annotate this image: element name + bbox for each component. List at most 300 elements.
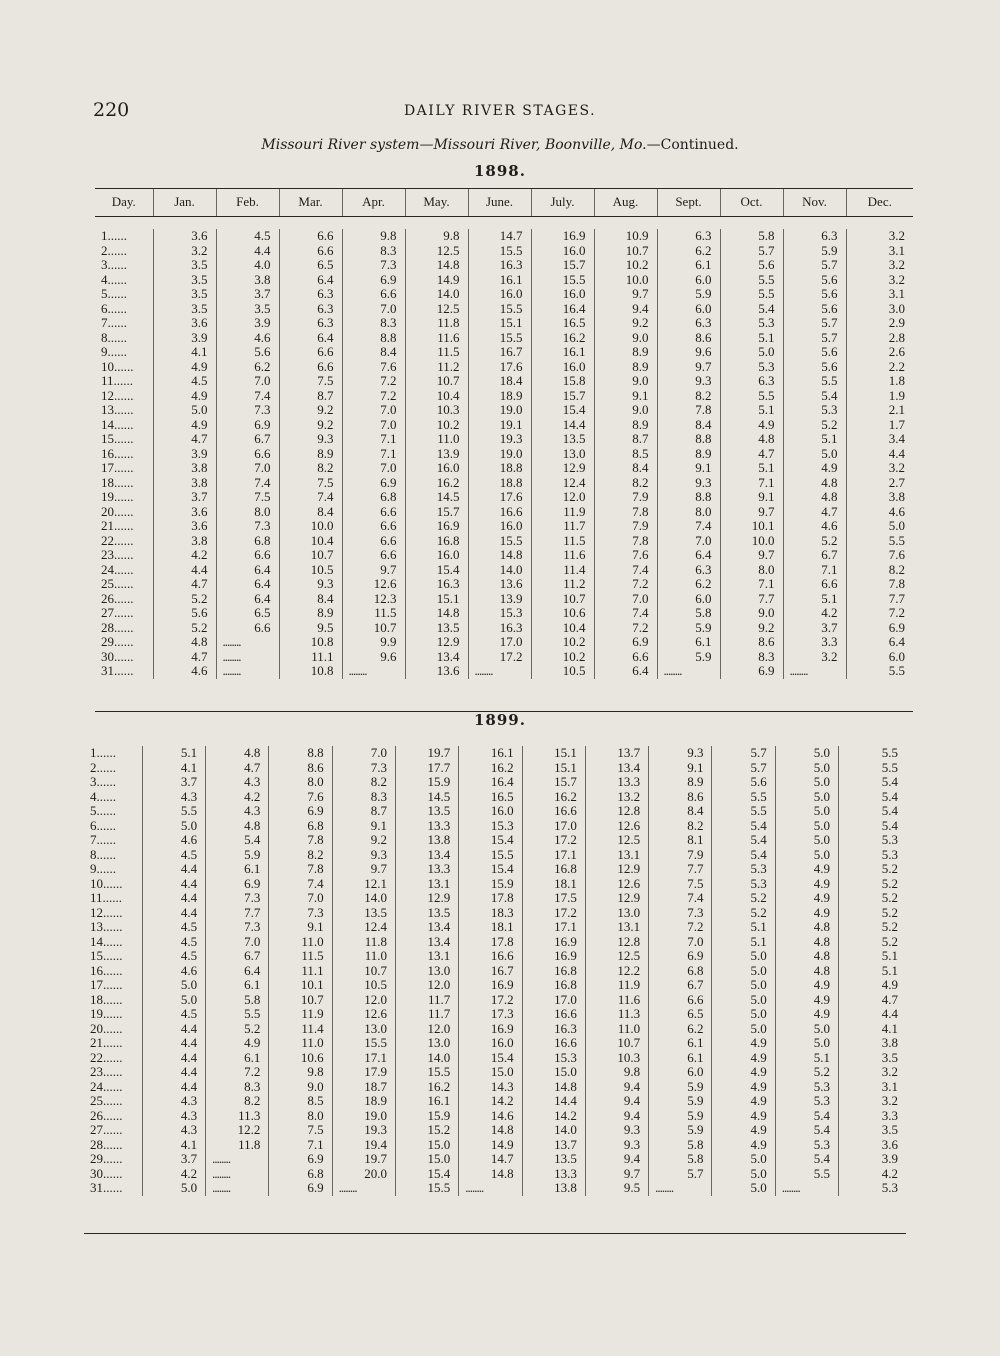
stage-cell: 8.1 bbox=[649, 833, 712, 848]
day-cell: 3...... bbox=[101, 258, 127, 272]
stage-cell: 12.5 bbox=[405, 244, 468, 259]
stage-cell: 5.0 bbox=[712, 964, 775, 979]
stage-cell: 14.9 bbox=[405, 273, 468, 288]
stage-cell: 4.4 bbox=[142, 877, 205, 892]
blank-cell: ........ bbox=[775, 1181, 838, 1196]
table-row bbox=[95, 331, 913, 346]
stage-cell: 11.0 bbox=[269, 1036, 332, 1051]
stage-cell: 19.4 bbox=[332, 1138, 395, 1153]
stage-cell: 12.0 bbox=[531, 490, 594, 505]
stage-cell: 6.1 bbox=[657, 258, 720, 273]
stage-cell: 8.0 bbox=[269, 775, 332, 790]
stage-cell: 6.2 bbox=[657, 577, 720, 592]
stage-cell: 15.7 bbox=[531, 258, 594, 273]
stage-cell: 14.0 bbox=[522, 1123, 585, 1138]
day-cell: 28...... bbox=[90, 1137, 123, 1152]
stage-cell: 7.0 bbox=[649, 935, 712, 950]
stage-cell: 12.6 bbox=[585, 819, 648, 834]
stage-cell: 7.0 bbox=[269, 891, 332, 906]
stage-cell: 10.0 bbox=[279, 519, 342, 534]
stage-cell: 9.3 bbox=[332, 848, 395, 863]
stage-cell: 5.4 bbox=[206, 833, 269, 848]
stage-cell: 18.4 bbox=[468, 374, 531, 389]
stage-cell: 6.9 bbox=[594, 635, 657, 650]
stage-cell: 17.0 bbox=[468, 635, 531, 650]
stage-cell: 1.9 bbox=[846, 389, 913, 404]
stage-cell: 7.3 bbox=[206, 920, 269, 935]
stage-cell: 15.5 bbox=[468, 244, 531, 259]
stage-cell: 16.0 bbox=[468, 287, 531, 302]
stage-cell: 4.9 bbox=[712, 1138, 775, 1153]
stage-cell: 5.5 bbox=[839, 746, 906, 761]
stage-cell: 6.3 bbox=[720, 374, 783, 389]
stage-cell: 16.4 bbox=[459, 775, 522, 790]
stage-cell: 10.7 bbox=[279, 548, 342, 563]
stage-cell: 5.5 bbox=[775, 1167, 838, 1182]
stage-cell: 13.4 bbox=[585, 761, 648, 776]
stage-cell: 2.2 bbox=[846, 360, 913, 375]
stage-cell: 5.9 bbox=[657, 621, 720, 636]
stage-cell: 10.3 bbox=[585, 1051, 648, 1066]
stage-cell: 4.1 bbox=[153, 345, 216, 360]
stage-cell: 5.0 bbox=[712, 1007, 775, 1022]
stage-cell: 13.1 bbox=[395, 949, 458, 964]
stage-cell: 3.2 bbox=[839, 1065, 906, 1080]
table-row bbox=[95, 360, 913, 375]
stage-cell: 7.8 bbox=[594, 505, 657, 520]
stage-cell: 10.3 bbox=[405, 403, 468, 418]
stage-cell: 4.9 bbox=[712, 1051, 775, 1066]
stage-cell: 5.5 bbox=[720, 389, 783, 404]
stage-cell: 5.6 bbox=[720, 258, 783, 273]
column-header: Sept. bbox=[657, 189, 720, 217]
day-cell: 4...... bbox=[101, 272, 127, 287]
day-cell: 26...... bbox=[90, 1108, 123, 1123]
stage-cell: 12.5 bbox=[585, 949, 648, 964]
stage-cell: 4.2 bbox=[153, 548, 216, 563]
day-cell: 5...... bbox=[101, 287, 127, 301]
stage-cell: 5.2 bbox=[712, 906, 775, 921]
stage-cell: 6.1 bbox=[206, 1051, 269, 1066]
stage-cell: 19.0 bbox=[332, 1109, 395, 1124]
stage-cell: 6.6 bbox=[279, 229, 342, 244]
stage-cell: 6.9 bbox=[342, 476, 405, 491]
stage-cell: 4.4 bbox=[142, 1080, 205, 1095]
day-cell: 30...... bbox=[101, 649, 134, 664]
stage-cell: 16.8 bbox=[522, 964, 585, 979]
stage-cell: 8.7 bbox=[332, 804, 395, 819]
stage-cell: 7.4 bbox=[279, 490, 342, 505]
stage-cell: 4.4 bbox=[142, 1051, 205, 1066]
stage-cell: 5.9 bbox=[649, 1094, 712, 1109]
stage-cell: 7.2 bbox=[594, 577, 657, 592]
stage-cell: 5.0 bbox=[712, 1022, 775, 1037]
table-row bbox=[95, 461, 913, 476]
stage-cell: 7.3 bbox=[216, 403, 279, 418]
stage-cell: 6.6 bbox=[342, 519, 405, 534]
stage-cell: 13.8 bbox=[395, 833, 458, 848]
stage-cell: 15.0 bbox=[395, 1152, 458, 1167]
stage-cell: 8.2 bbox=[279, 461, 342, 476]
stage-cell: 5.7 bbox=[783, 258, 846, 273]
stage-cell: 11.5 bbox=[531, 534, 594, 549]
stage-cell: 5.4 bbox=[839, 775, 906, 790]
stage-cell: 5.3 bbox=[775, 1138, 838, 1153]
stage-cell: 5.8 bbox=[649, 1152, 712, 1167]
stage-cell: 12.4 bbox=[531, 476, 594, 491]
stage-cell: 7.8 bbox=[269, 833, 332, 848]
day-cell: 21...... bbox=[90, 1036, 123, 1050]
stage-cell: 9.1 bbox=[594, 389, 657, 404]
stage-cell: 6.6 bbox=[279, 345, 342, 360]
stage-cell: 7.0 bbox=[342, 302, 405, 317]
column-header: June. bbox=[468, 189, 531, 217]
stage-cell: 16.9 bbox=[405, 519, 468, 534]
stage-cell: 9.1 bbox=[649, 761, 712, 776]
stage-cell: 14.0 bbox=[395, 1051, 458, 1066]
stage-cell: 5.0 bbox=[775, 790, 838, 805]
stage-cell: 16.0 bbox=[531, 244, 594, 259]
stage-cell: 14.8 bbox=[405, 606, 468, 621]
stage-cell: 16.7 bbox=[468, 345, 531, 360]
stage-cell: 4.9 bbox=[712, 1080, 775, 1095]
blank-cell: ........ bbox=[783, 664, 846, 679]
stage-cell: 18.8 bbox=[468, 476, 531, 491]
stage-cell: 4.4 bbox=[142, 862, 205, 877]
stage-cell: 15.4 bbox=[459, 833, 522, 848]
stage-cell: 5.0 bbox=[142, 978, 205, 993]
stage-cell: 6.3 bbox=[279, 287, 342, 302]
stage-cell: 12.9 bbox=[531, 461, 594, 476]
stage-cell: 15.7 bbox=[531, 389, 594, 404]
table-row bbox=[84, 775, 906, 790]
day-cell: 10...... bbox=[101, 359, 134, 374]
table-row bbox=[84, 848, 906, 863]
stage-cell: 9.4 bbox=[594, 302, 657, 317]
stage-cell: 13.5 bbox=[531, 432, 594, 447]
stage-cell: 13.9 bbox=[468, 592, 531, 607]
blank-cell: ........ bbox=[657, 664, 720, 679]
stage-cell: 9.6 bbox=[342, 650, 405, 665]
stage-cell: 13.5 bbox=[332, 906, 395, 921]
stage-cell: 3.6 bbox=[153, 519, 216, 534]
stage-cell: 5.3 bbox=[712, 877, 775, 892]
day-cell: 13...... bbox=[101, 403, 134, 417]
stage-cell: 7.0 bbox=[216, 461, 279, 476]
stage-cell: 8.4 bbox=[279, 505, 342, 520]
stage-cell: 17.7 bbox=[395, 761, 458, 776]
stage-cell: 6.6 bbox=[216, 447, 279, 462]
stage-cell: 3.7 bbox=[783, 621, 846, 636]
day-cell: 28...... bbox=[101, 620, 134, 635]
stage-cell: 6.2 bbox=[216, 360, 279, 375]
stage-cell: 11.4 bbox=[531, 563, 594, 578]
stage-cell: 13.2 bbox=[585, 790, 648, 805]
stage-cell: 2.8 bbox=[846, 331, 913, 346]
stage-cell: 5.2 bbox=[839, 920, 906, 935]
table-row bbox=[84, 1051, 906, 1066]
column-header: Dec. bbox=[846, 189, 913, 217]
table-subtitle bbox=[0, 137, 1000, 153]
stage-cell: 4.4 bbox=[216, 244, 279, 259]
stage-cell: 12.0 bbox=[395, 978, 458, 993]
stage-cell: 10.5 bbox=[279, 563, 342, 578]
stage-cell: 16.0 bbox=[405, 548, 468, 563]
stage-cell: 5.6 bbox=[216, 345, 279, 360]
day-cell: 13...... bbox=[90, 920, 123, 934]
stage-cell: 12.9 bbox=[405, 635, 468, 650]
stage-cell: 13.3 bbox=[395, 819, 458, 834]
stage-cell: 5.2 bbox=[775, 1065, 838, 1080]
day-cell: 14...... bbox=[101, 417, 134, 432]
stage-cell: 12.5 bbox=[585, 833, 648, 848]
stage-cell: 7.6 bbox=[269, 790, 332, 805]
stage-cell: 7.7 bbox=[846, 592, 913, 607]
stage-cell: 11.9 bbox=[269, 1007, 332, 1022]
stage-cell: 8.8 bbox=[342, 331, 405, 346]
stage-cell: 8.6 bbox=[269, 761, 332, 776]
stage-cell: 4.4 bbox=[142, 891, 205, 906]
stage-cell: 7.2 bbox=[649, 920, 712, 935]
stage-cell: 6.2 bbox=[649, 1022, 712, 1037]
stage-cell: 4.3 bbox=[142, 1094, 205, 1109]
stage-cell: 4.7 bbox=[839, 993, 906, 1008]
stage-cell: 15.7 bbox=[522, 775, 585, 790]
stage-cell: 6.7 bbox=[649, 978, 712, 993]
stage-cell: 10.4 bbox=[279, 534, 342, 549]
day-cell: 16...... bbox=[101, 446, 134, 461]
stage-cell: 4.5 bbox=[142, 949, 205, 964]
stage-cell: 4.6 bbox=[846, 505, 913, 520]
blank-cell: ........ bbox=[216, 635, 279, 650]
stage-cell: 5.1 bbox=[720, 461, 783, 476]
stage-cell: 4.5 bbox=[153, 374, 216, 389]
stage-cell: 10.7 bbox=[405, 374, 468, 389]
table-row bbox=[84, 1007, 906, 1022]
stage-cell: 4.8 bbox=[153, 635, 216, 650]
stage-cell: 17.6 bbox=[468, 360, 531, 375]
stage-cell: 4.7 bbox=[153, 650, 216, 665]
stage-cell: 9.3 bbox=[279, 432, 342, 447]
stage-cell: 5.2 bbox=[839, 891, 906, 906]
stage-cell: 10.7 bbox=[269, 993, 332, 1008]
stage-cell: 6.0 bbox=[649, 1065, 712, 1080]
day-cell: 22...... bbox=[90, 1050, 123, 1065]
stage-cell: 6.1 bbox=[649, 1051, 712, 1066]
blank-cell: ........ bbox=[332, 1181, 395, 1196]
stage-cell: 10.2 bbox=[531, 650, 594, 665]
stage-cell: 3.2 bbox=[846, 258, 913, 273]
stage-cell: 4.9 bbox=[712, 1109, 775, 1124]
stage-cell: 12.4 bbox=[332, 920, 395, 935]
stage-cell: 5.0 bbox=[712, 1152, 775, 1167]
day-cell: 19...... bbox=[90, 1007, 123, 1021]
stage-cell: 15.0 bbox=[522, 1065, 585, 1080]
stage-cell: 4.9 bbox=[712, 1094, 775, 1109]
stage-cell: 6.6 bbox=[279, 360, 342, 375]
page-number: 220 bbox=[93, 99, 130, 121]
stage-cell: 14.0 bbox=[468, 563, 531, 578]
stage-cell: 4.7 bbox=[720, 447, 783, 462]
stage-cell: 13.1 bbox=[395, 877, 458, 892]
stage-cell: 7.4 bbox=[216, 476, 279, 491]
stage-cell: 5.0 bbox=[712, 1181, 775, 1196]
year-heading-1899: 1899. bbox=[474, 711, 526, 729]
stage-cell: 8.9 bbox=[594, 345, 657, 360]
day-cell: 22...... bbox=[101, 533, 134, 548]
table-row bbox=[95, 606, 913, 621]
stage-cell: 4.6 bbox=[142, 964, 205, 979]
stage-cell: 5.5 bbox=[846, 534, 913, 549]
stage-cell: 8.0 bbox=[720, 563, 783, 578]
stage-cell: 9.4 bbox=[585, 1109, 648, 1124]
table-row bbox=[84, 1138, 906, 1153]
blank-cell: ........ bbox=[459, 1181, 522, 1196]
stage-cell: 5.7 bbox=[649, 1167, 712, 1182]
stage-cell: 14.8 bbox=[522, 1080, 585, 1095]
stage-cell: 5.3 bbox=[839, 848, 906, 863]
stage-cell: 3.8 bbox=[216, 273, 279, 288]
day-cell: 12...... bbox=[90, 905, 123, 920]
stage-cell: 7.2 bbox=[342, 374, 405, 389]
stage-cell: 7.4 bbox=[594, 563, 657, 578]
stage-cell: 15.5 bbox=[468, 331, 531, 346]
stage-cell: 11.2 bbox=[405, 360, 468, 375]
stage-cell: 9.8 bbox=[405, 229, 468, 244]
stage-cell: 4.8 bbox=[775, 964, 838, 979]
table-row bbox=[95, 418, 913, 433]
stage-cell: 15.4 bbox=[459, 1051, 522, 1066]
stage-cell: 7.4 bbox=[657, 519, 720, 534]
stage-cell: 14.0 bbox=[405, 287, 468, 302]
stage-cell: 12.6 bbox=[585, 877, 648, 892]
stage-cell: 13.1 bbox=[585, 920, 648, 935]
stage-cell: 16.1 bbox=[459, 746, 522, 761]
stage-cell: 14.4 bbox=[522, 1094, 585, 1109]
table-row bbox=[95, 664, 913, 679]
table-row bbox=[95, 548, 913, 563]
stage-cell: 14.8 bbox=[468, 548, 531, 563]
day-cell: 2...... bbox=[90, 760, 116, 775]
stage-cell: 17.2 bbox=[522, 906, 585, 921]
stage-cell: 10.2 bbox=[405, 418, 468, 433]
stage-cell: 9.3 bbox=[279, 577, 342, 592]
stage-cell: 5.0 bbox=[775, 833, 838, 848]
stage-cell: 5.4 bbox=[775, 1152, 838, 1167]
stage-cell: 13.5 bbox=[405, 621, 468, 636]
stage-cell: 8.5 bbox=[594, 447, 657, 462]
stage-cell: 5.1 bbox=[712, 920, 775, 935]
stage-cell: 8.0 bbox=[657, 505, 720, 520]
stage-cell: 3.5 bbox=[153, 302, 216, 317]
column-header: Mar. bbox=[279, 189, 342, 217]
stage-cell: 13.0 bbox=[332, 1022, 395, 1037]
stage-cell: 6.0 bbox=[846, 650, 913, 665]
stage-cell: 17.1 bbox=[332, 1051, 395, 1066]
stage-cell: 4.9 bbox=[775, 906, 838, 921]
stage-cell: 8.4 bbox=[649, 804, 712, 819]
day-cell: 10...... bbox=[90, 876, 123, 891]
stage-cell: 4.1 bbox=[142, 1138, 205, 1153]
stage-cell: 16.3 bbox=[522, 1022, 585, 1037]
stage-cell: 7.2 bbox=[846, 606, 913, 621]
stage-cell: 5.2 bbox=[783, 534, 846, 549]
table-row bbox=[84, 1181, 906, 1196]
stage-cell: 3.6 bbox=[153, 316, 216, 331]
stage-cell: 7.0 bbox=[657, 534, 720, 549]
table-row bbox=[84, 1094, 906, 1109]
day-cell: 30...... bbox=[90, 1166, 123, 1181]
stage-cell: 11.3 bbox=[585, 1007, 648, 1022]
stage-cell: 5.2 bbox=[839, 906, 906, 921]
blank-cell: ........ bbox=[216, 664, 279, 679]
stage-cell: 4.1 bbox=[839, 1022, 906, 1037]
stage-cell: 7.3 bbox=[649, 906, 712, 921]
day-cell: 25...... bbox=[101, 577, 134, 591]
stage-cell: 10.7 bbox=[531, 592, 594, 607]
stage-cell: 5.4 bbox=[720, 302, 783, 317]
stage-cell: 16.0 bbox=[405, 461, 468, 476]
blank-cell: ........ bbox=[342, 664, 405, 679]
stage-cell: 12.5 bbox=[405, 302, 468, 317]
stage-cell: 7.1 bbox=[342, 447, 405, 462]
stage-cell: 5.0 bbox=[783, 447, 846, 462]
stage-cell: 11.5 bbox=[405, 345, 468, 360]
stage-cell: 9.0 bbox=[594, 403, 657, 418]
stage-cell: 4.7 bbox=[153, 577, 216, 592]
stage-cell: 8.9 bbox=[649, 775, 712, 790]
stage-cell: 9.2 bbox=[720, 621, 783, 636]
stage-cell: 9.2 bbox=[594, 316, 657, 331]
stage-cell: 6.7 bbox=[216, 432, 279, 447]
stage-cell: 6.3 bbox=[657, 563, 720, 578]
stage-cell: 1.7 bbox=[846, 418, 913, 433]
stage-cell: 8.9 bbox=[657, 447, 720, 462]
stage-cell: 13.6 bbox=[405, 664, 468, 679]
stage-cell: 15.5 bbox=[332, 1036, 395, 1051]
table-row bbox=[84, 1065, 906, 1080]
stage-cell: 9.5 bbox=[585, 1181, 648, 1196]
stage-cell: 17.8 bbox=[459, 891, 522, 906]
stage-cell: 6.6 bbox=[279, 244, 342, 259]
stage-cell: 8.9 bbox=[594, 418, 657, 433]
stage-cell: 10.6 bbox=[269, 1051, 332, 1066]
stage-cell: 5.9 bbox=[783, 244, 846, 259]
stage-cell: 6.6 bbox=[216, 548, 279, 563]
day-cell: 15...... bbox=[101, 432, 134, 446]
day-cell: 7...... bbox=[101, 316, 127, 330]
stage-cell: 15.1 bbox=[405, 592, 468, 607]
stage-cell: 6.5 bbox=[279, 258, 342, 273]
stage-cell: 16.9 bbox=[531, 229, 594, 244]
stage-cell: 9.2 bbox=[332, 833, 395, 848]
table-row bbox=[84, 819, 906, 834]
stage-cell: 19.7 bbox=[332, 1152, 395, 1167]
stage-cell: 7.5 bbox=[649, 877, 712, 892]
stage-cell: 5.6 bbox=[783, 287, 846, 302]
stage-cell: 6.4 bbox=[279, 331, 342, 346]
stage-cell: 3.2 bbox=[153, 244, 216, 259]
stage-cell: 9.3 bbox=[585, 1138, 648, 1153]
stage-cell: 5.0 bbox=[775, 746, 838, 761]
table-row bbox=[95, 592, 913, 607]
stage-cell: 12.8 bbox=[585, 804, 648, 819]
stage-cell: 5.0 bbox=[142, 993, 205, 1008]
day-cell: 29...... bbox=[90, 1152, 123, 1166]
stage-cell: 3.5 bbox=[153, 287, 216, 302]
stage-cell: 4.2 bbox=[206, 790, 269, 805]
stage-cell: 5.0 bbox=[775, 775, 838, 790]
